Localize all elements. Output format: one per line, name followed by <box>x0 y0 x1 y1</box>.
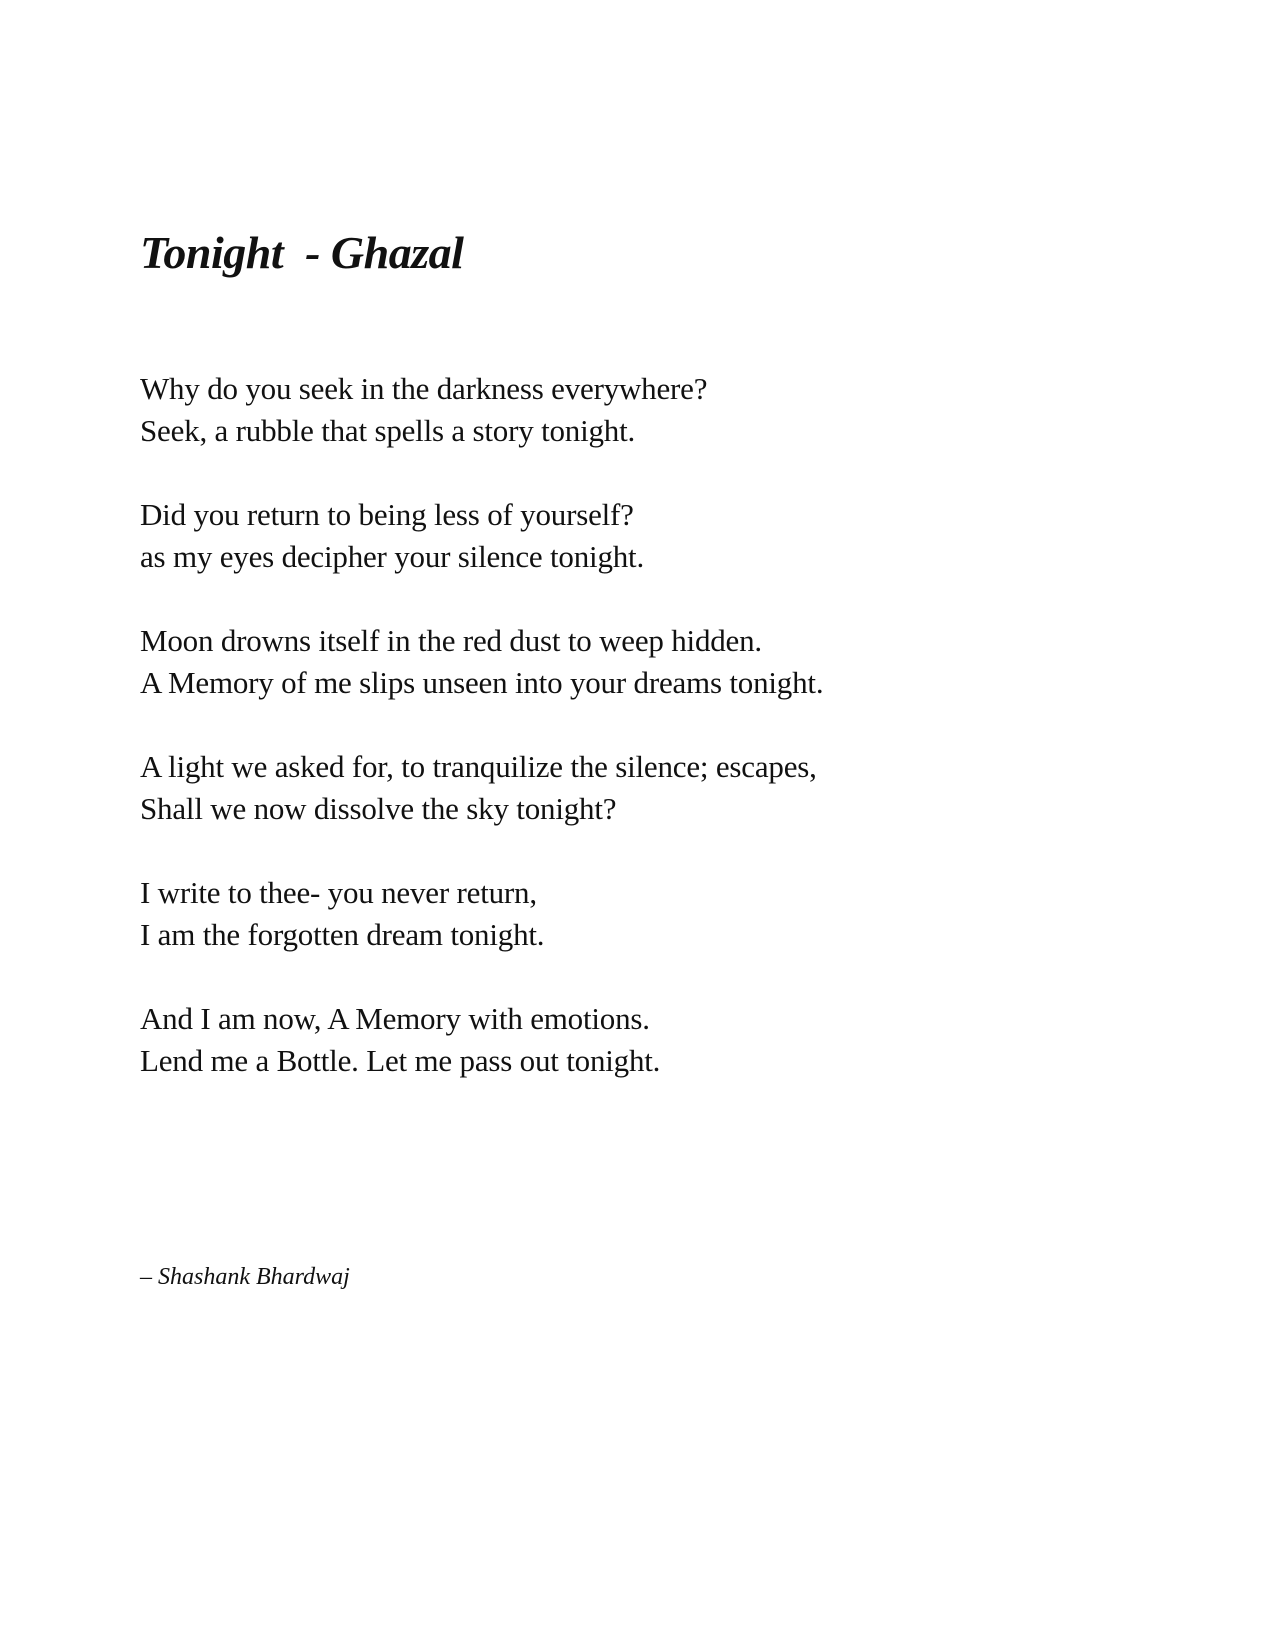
stanza-6 <box>140 998 823 1082</box>
poem-line: as my eyes decipher your silence tonight. <box>140 539 645 574</box>
stanza-3 <box>140 620 823 704</box>
poem-line: A Memory of me slips unseen into your dreams tonight. <box>140 665 824 700</box>
stanza-5 <box>140 872 823 956</box>
poem-line: I am the forgotten dream tonight. <box>140 917 545 952</box>
poem-line: Moon drowns itself in the red dust to weep hidden. <box>140 623 762 658</box>
poem-title: Tonight - Ghazal <box>140 227 464 278</box>
author-signature: – Shashank Bhardwaj <box>140 1264 350 1290</box>
stanza-1 <box>140 368 823 452</box>
poem-line: Shall we now dissolve the sky tonight? <box>140 791 617 826</box>
poem-line: I write to thee- you never return, <box>140 875 537 910</box>
poem-line: Lend me a Bottle. Let me pass out tonight. <box>140 1043 661 1078</box>
poem-line: Why do you seek in the darkness everywhere? <box>140 371 708 406</box>
stanza-4 <box>140 746 823 830</box>
stanza-2 <box>140 494 823 578</box>
poem-line: Seek, a rubble that spells a story tonight. <box>140 413 636 448</box>
poem-line: Did you return to being less of yourself? <box>140 497 634 532</box>
poem-body <box>140 368 823 1124</box>
poem-line: A light we asked for, to tranquilize the silence; escapes, <box>140 749 817 784</box>
poem-line: And I am now, A Memory with emotions. <box>140 1001 650 1036</box>
